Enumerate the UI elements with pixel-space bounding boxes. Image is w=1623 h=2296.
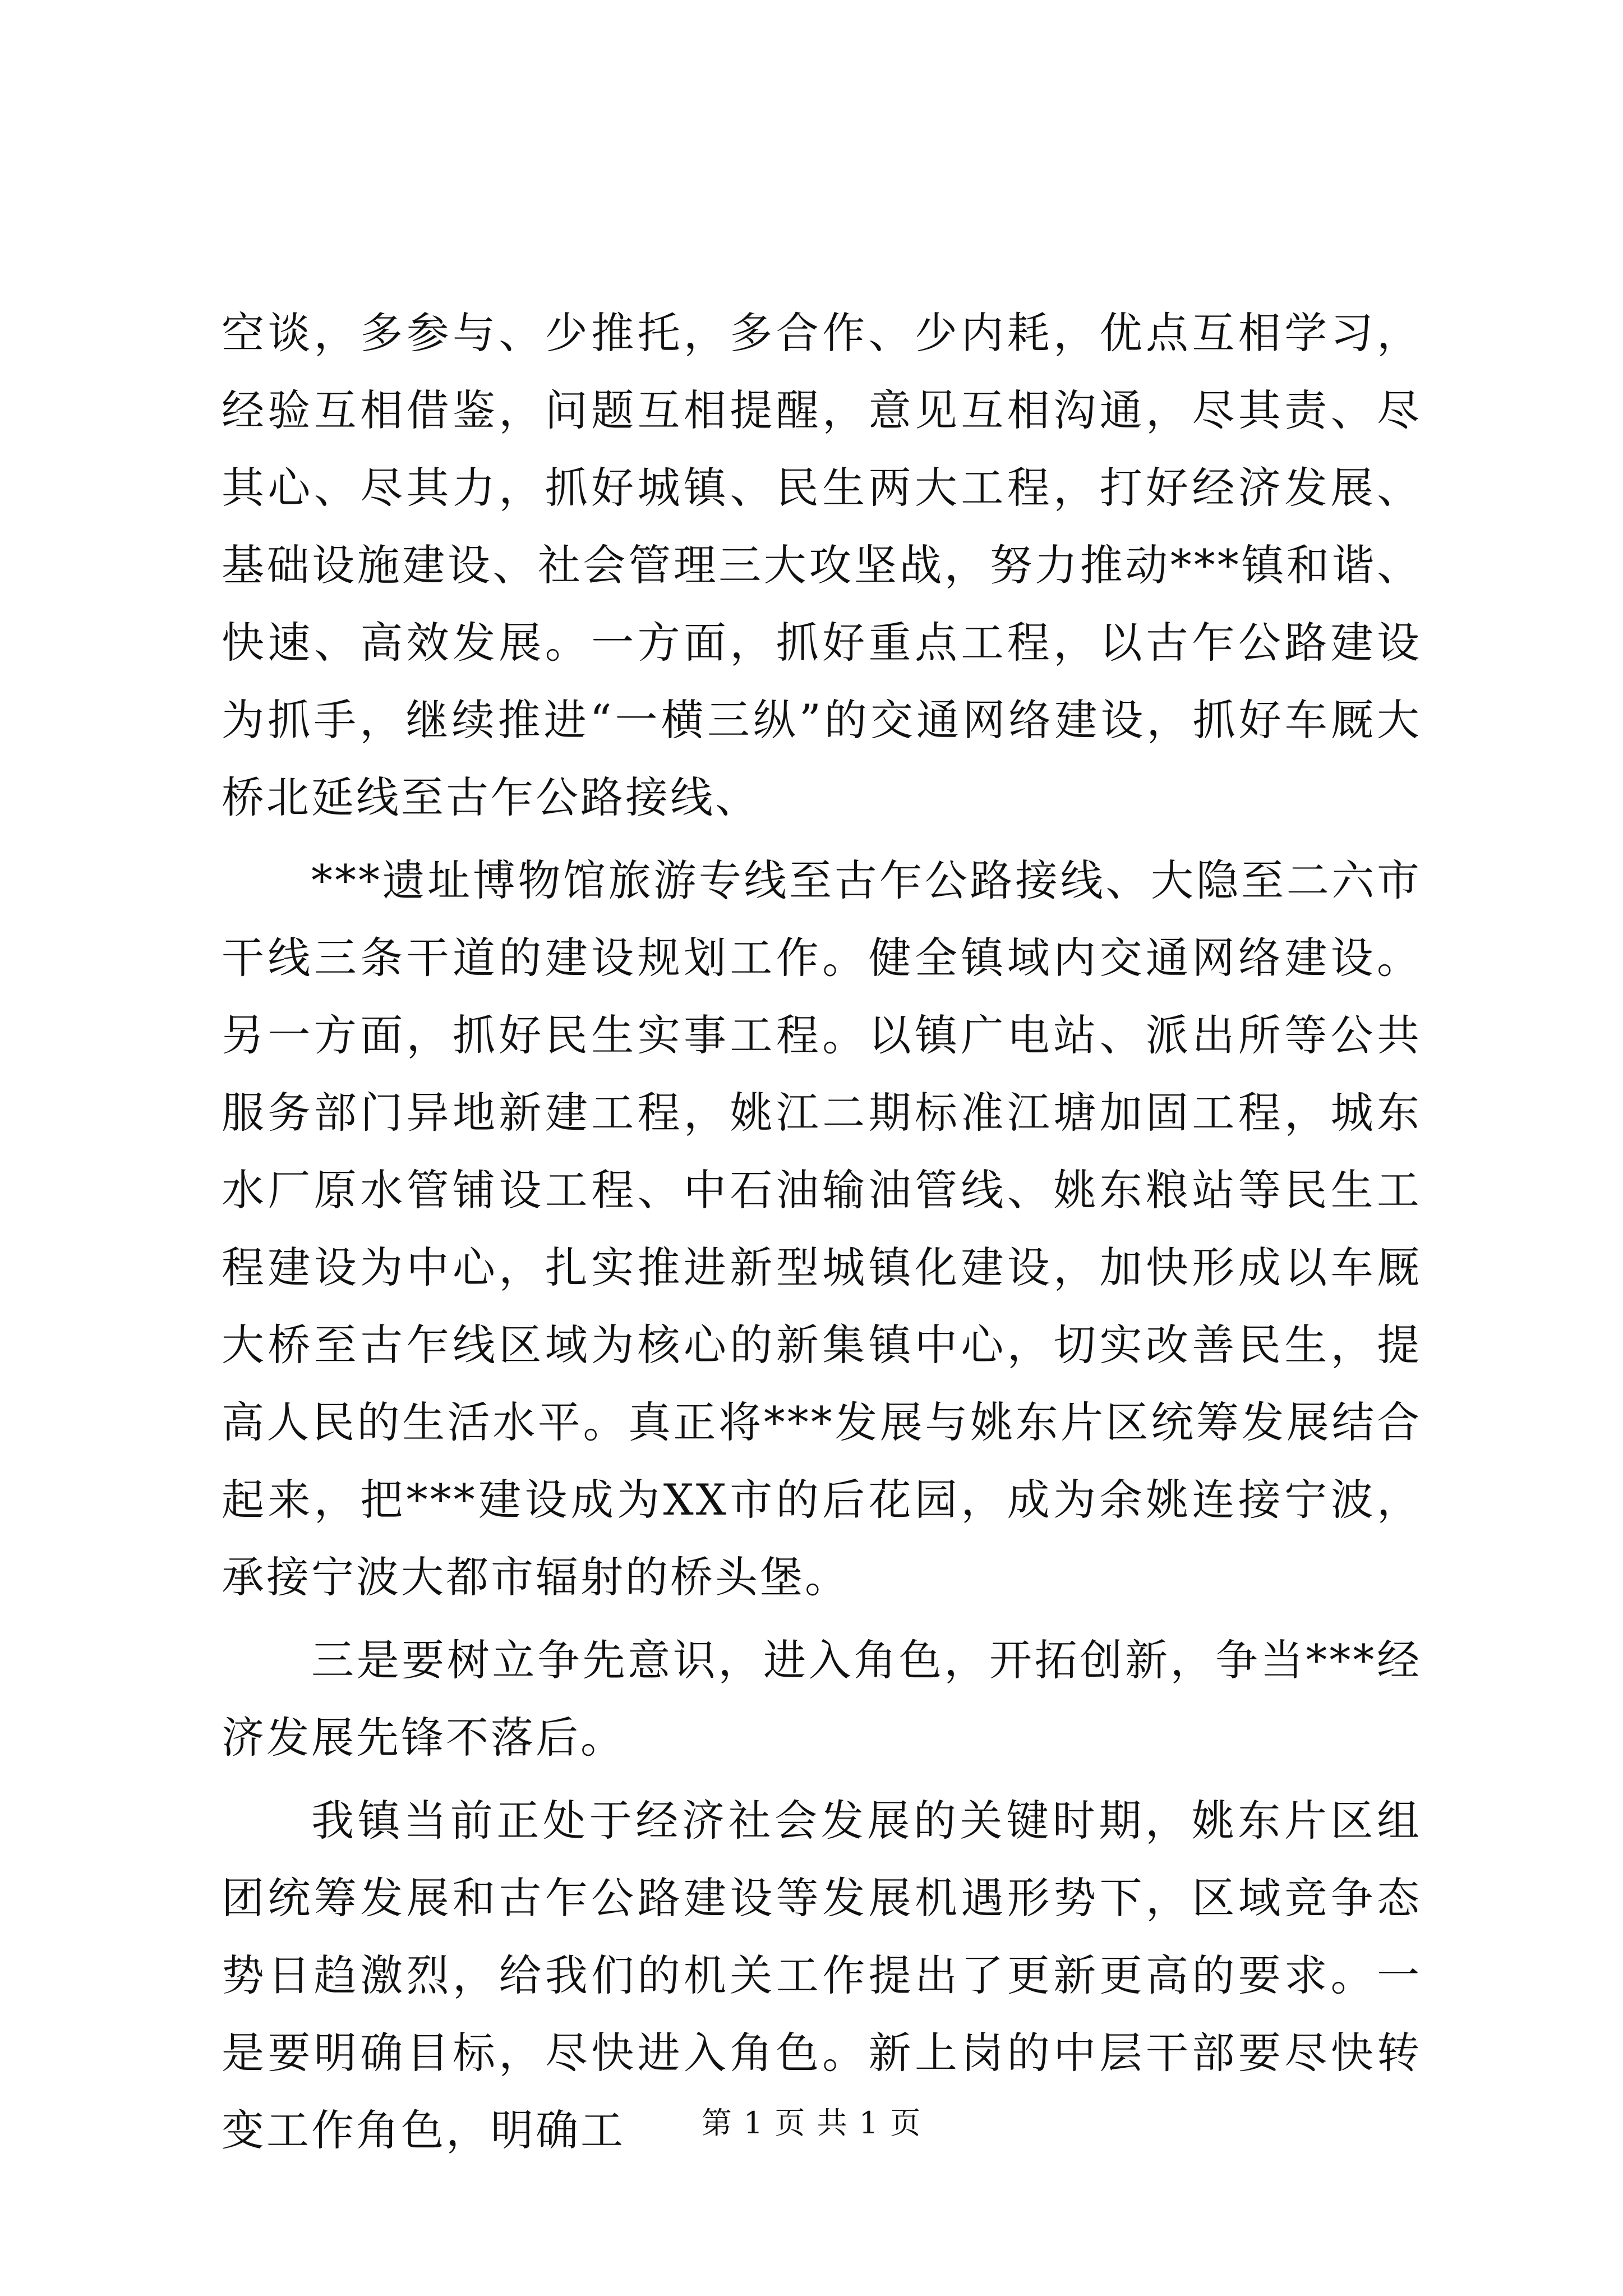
paragraph-point-three: 三是要树立争先意识，进入角色，开拓创新，争当***经济发展先锋不落后。 [222,1635,1422,1763]
paragraph-development-period: 我镇当前正处于经济社会发展的关键时期，姚东片区组团统筹发展和古乍公路建设等发展机遇形势下，区域竞争态势日趋激烈，给我们的机关工作提出了更新更高的要求。一是要明确目标，尽快进入角色。新上岗的中层干部要尽快转变工作角色，明确工 [222,1796,1422,2155]
document-body [222,295,1422,2169]
paragraph-continued: 空谈，多参与、少推托，多合作、少内耗，优点互相学习，经验互相借鉴，问题互相提醒，意见互相沟通，尽其责、尽其心、尽其力，抓好城镇、民生两大工程，打好经济发展、基础设施建设、社会管理三大攻坚战，努力推动***镇和谐、快速、高效发展。一方面，抓好重点工程，以古乍公路建设为抓手，继续推进“一横三纵”的交通网络建设，抓好车厩大桥北延线至古乍公路接线、 [222,308,1422,822]
page-footer: 第 1 页 共 1 页 [701,2105,922,2141]
paragraph-transport-projects: ***遗址博物馆旅游专线至古乍公路接线、大隐至二六市干线三条干道的建设规划工作。健全镇域内交通网络建设。另一方面，抓好民生实事工程。以镇广电站、派出所等公共服务部门异地新建工程，姚江二期标准江塘加固工程，城东水厂原水管铺设工程、中石油输油管线、姚东粮站等民生工程建设为中心，扎实推进新型城镇化建设，加快形成以车厩大桥至古乍线区域为核心的新集镇中心，切实改善民生，提高人民的生活水平。真正将***发展与姚东片区统筹发展结合起来，把***建设成为XX市的后花园，成为余姚连接宁波，承接宁波大都市辐射的桥头堡。 [222,855,1422,1602]
